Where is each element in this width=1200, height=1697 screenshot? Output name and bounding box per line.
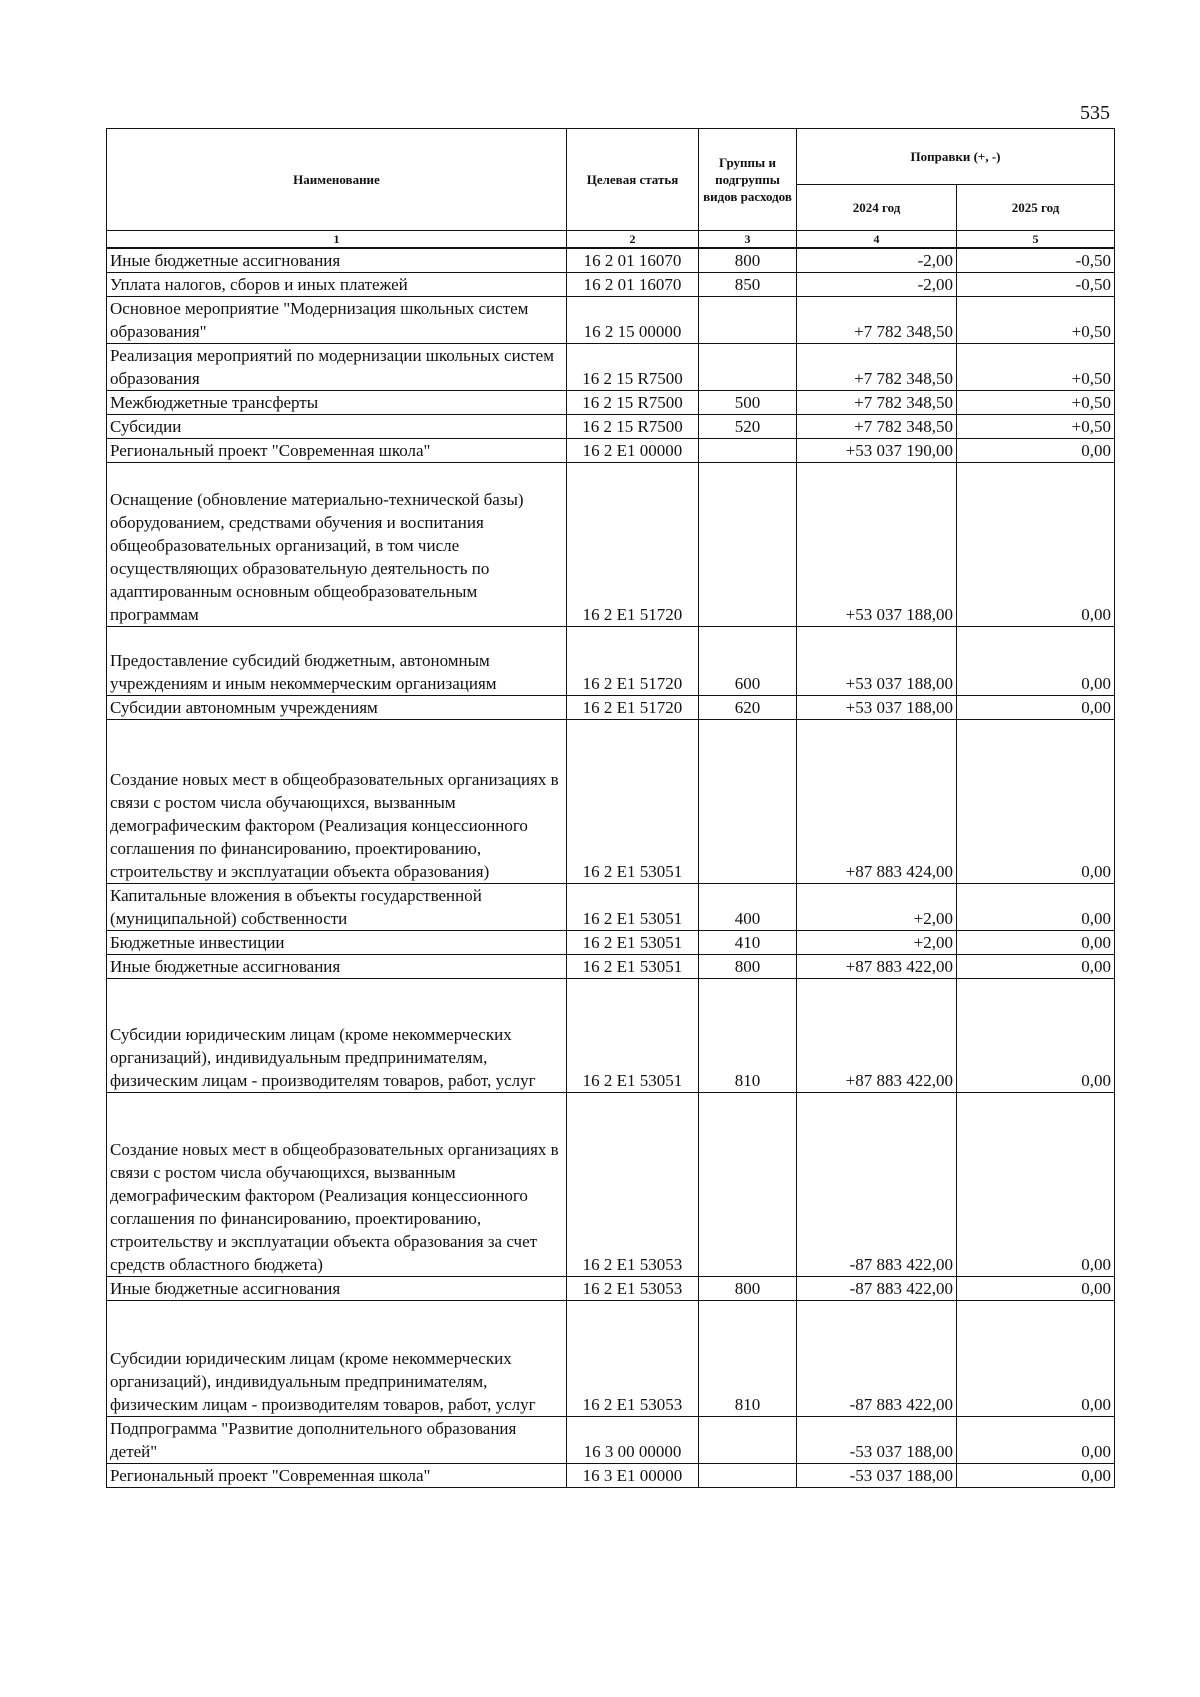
- row-2024-cell: +53 037 188,00: [797, 696, 957, 720]
- row-code-cell: 16 3 E1 00000: [567, 1464, 699, 1488]
- row-code-cell: 16 2 E1 53051: [567, 955, 699, 979]
- row-group-cell: [699, 1093, 797, 1277]
- table-row: [107, 955, 1115, 979]
- row-2024-cell: +53 037 188,00: [797, 627, 957, 696]
- row-2024-cell: +7 782 348,50: [797, 391, 957, 415]
- row-code-cell: 16 2 15 R7500: [567, 415, 699, 439]
- row-2025-cell: +0,50: [957, 344, 1115, 391]
- row-2025-cell: 0,00: [957, 1417, 1115, 1464]
- row-group-cell: 520: [699, 415, 797, 439]
- row-2024-cell: -2,00: [797, 273, 957, 297]
- header-num-3: 3: [699, 231, 797, 249]
- row-group-cell: 850: [699, 273, 797, 297]
- table-row: [107, 344, 1115, 391]
- header-num-2: 2: [567, 231, 699, 249]
- row-2025-cell: 0,00: [957, 1301, 1115, 1417]
- row-code-cell: 16 2 01 16070: [567, 273, 699, 297]
- table-row: [107, 1277, 1115, 1301]
- table-row: [107, 1417, 1115, 1464]
- table-row: [107, 297, 1115, 344]
- row-code-cell: 16 2 E1 53053: [567, 1093, 699, 1277]
- row-name-cell: Субсидии автономным учреждениям: [107, 696, 567, 720]
- row-code-cell: 16 2 01 16070: [567, 248, 699, 273]
- table-row: [107, 391, 1115, 415]
- row-name-cell: Создание новых мест в общеобразовательных организациях в связи с ростом числа обучающихся, вызванным демографическим фактором (Реализация концессионного соглашения по финансированию, проектированию, строительству и эксплуатации объекта образования): [107, 720, 567, 884]
- row-name-cell: Иные бюджетные ассигнования: [107, 248, 567, 273]
- row-2025-cell: +0,50: [957, 415, 1115, 439]
- row-group-cell: 800: [699, 248, 797, 273]
- row-2024-cell: +53 037 190,00: [797, 439, 957, 463]
- row-group-cell: 800: [699, 955, 797, 979]
- table-row: [107, 1464, 1115, 1488]
- row-2024-cell: +87 883 424,00: [797, 720, 957, 884]
- table-row: [107, 931, 1115, 955]
- row-2024-cell: -87 883 422,00: [797, 1277, 957, 1301]
- row-group-cell: 500: [699, 391, 797, 415]
- header-2024: 2024 год: [797, 185, 957, 231]
- row-2025-cell: 0,00: [957, 696, 1115, 720]
- row-2024-cell: +53 037 188,00: [797, 463, 957, 627]
- table-row: [107, 1093, 1115, 1277]
- row-name-cell: Реализация мероприятий по модернизации школьных систем образования: [107, 344, 567, 391]
- row-code-cell: 16 2 E1 53053: [567, 1277, 699, 1301]
- row-code-cell: 16 2 15 R7500: [567, 344, 699, 391]
- row-name-cell: Межбюджетные трансферты: [107, 391, 567, 415]
- row-name-cell: Бюджетные инвестиции: [107, 931, 567, 955]
- row-group-cell: [699, 344, 797, 391]
- row-2025-cell: 0,00: [957, 884, 1115, 931]
- row-2025-cell: -0,50: [957, 273, 1115, 297]
- row-code-cell: 16 2 E1 51720: [567, 463, 699, 627]
- row-group-cell: 810: [699, 1301, 797, 1417]
- row-code-cell: 16 2 E1 51720: [567, 696, 699, 720]
- table-row: [107, 627, 1115, 696]
- header-name: Наименование: [107, 129, 567, 231]
- row-code-cell: 16 2 E1 53051: [567, 931, 699, 955]
- budget-amendments-table: [106, 128, 1115, 1488]
- row-2024-cell: -87 883 422,00: [797, 1301, 957, 1417]
- table-row: [107, 696, 1115, 720]
- row-2025-cell: 0,00: [957, 1277, 1115, 1301]
- header-amendments: Поправки (+, -): [797, 129, 1115, 185]
- header-num-5: 5: [957, 231, 1115, 249]
- row-name-cell: Иные бюджетные ассигнования: [107, 1277, 567, 1301]
- row-2024-cell: +7 782 348,50: [797, 344, 957, 391]
- header-num-1: 1: [107, 231, 567, 249]
- header-num-4: 4: [797, 231, 957, 249]
- row-group-cell: 600: [699, 627, 797, 696]
- row-group-cell: 810: [699, 979, 797, 1093]
- row-group-cell: 620: [699, 696, 797, 720]
- row-2025-cell: +0,50: [957, 297, 1115, 344]
- row-code-cell: 16 2 15 00000: [567, 297, 699, 344]
- header-code: Целевая статья: [567, 129, 699, 231]
- row-code-cell: 16 2 E1 53051: [567, 720, 699, 884]
- row-2024-cell: +2,00: [797, 931, 957, 955]
- row-2025-cell: 0,00: [957, 720, 1115, 884]
- row-name-cell: Капитальные вложения в объекты государственной (муниципальной) собственности: [107, 884, 567, 931]
- row-2025-cell: 0,00: [957, 627, 1115, 696]
- row-2025-cell: 0,00: [957, 463, 1115, 627]
- row-name-cell: Подпрограмма "Развитие дополнительного образования детей": [107, 1417, 567, 1464]
- row-code-cell: 16 3 00 00000: [567, 1417, 699, 1464]
- row-code-cell: 16 2 E1 53051: [567, 979, 699, 1093]
- table-row: [107, 884, 1115, 931]
- row-2024-cell: +7 782 348,50: [797, 415, 957, 439]
- row-2024-cell: -53 037 188,00: [797, 1464, 957, 1488]
- row-name-cell: Уплата налогов, сборов и иных платежей: [107, 273, 567, 297]
- header-group: Группы и подгруппы видов расходов: [699, 129, 797, 231]
- table-row: [107, 439, 1115, 463]
- row-name-cell: Субсидии юридическим лицам (кроме некоммерческих организаций), индивидуальным предпринимателям, физическим лицам - производителям товаров, работ, услуг: [107, 979, 567, 1093]
- row-group-cell: 400: [699, 884, 797, 931]
- row-2025-cell: 0,00: [957, 439, 1115, 463]
- table-body: [107, 248, 1115, 1488]
- row-name-cell: Предоставление субсидий бюджетным, автономным учреждениям и иным некоммерческим организациям: [107, 627, 567, 696]
- row-2024-cell: -53 037 188,00: [797, 1417, 957, 1464]
- row-2024-cell: -87 883 422,00: [797, 1093, 957, 1277]
- row-2025-cell: -0,50: [957, 248, 1115, 273]
- row-name-cell: Иные бюджетные ассигнования: [107, 955, 567, 979]
- row-name-cell: Создание новых мест в общеобразовательных организациях в связи с ростом числа обучающихся, вызванным демографическим фактором (Реализация концессионного соглашения по финансированию, проектированию, строительству и эксплуатации объекта образования за счет средств областного бюджета): [107, 1093, 567, 1277]
- row-name-cell: Оснащение (обновление материально-технической базы) оборудованием, средствами обучения и воспитания общеобразовательных организаций, в том числе осуществляющих образовательную деятельность по адаптированным основным общеобразовательным программам: [107, 463, 567, 627]
- row-group-cell: [699, 1464, 797, 1488]
- row-2025-cell: +0,50: [957, 391, 1115, 415]
- row-code-cell: 16 2 E1 00000: [567, 439, 699, 463]
- page-number: 535: [1080, 102, 1110, 124]
- row-group-cell: 800: [699, 1277, 797, 1301]
- row-name-cell: Основное мероприятие "Модернизация школьных систем образования": [107, 297, 567, 344]
- row-code-cell: 16 2 E1 53053: [567, 1301, 699, 1417]
- row-2024-cell: +87 883 422,00: [797, 955, 957, 979]
- table-row: [107, 248, 1115, 273]
- table-row: [107, 463, 1115, 627]
- table-row: [107, 979, 1115, 1093]
- row-2025-cell: 0,00: [957, 1093, 1115, 1277]
- row-2025-cell: 0,00: [957, 979, 1115, 1093]
- row-group-cell: [699, 720, 797, 884]
- table-row: [107, 415, 1115, 439]
- row-2024-cell: -2,00: [797, 248, 957, 273]
- row-code-cell: 16 2 15 R7500: [567, 391, 699, 415]
- table-row: [107, 720, 1115, 884]
- row-code-cell: 16 2 E1 53051: [567, 884, 699, 931]
- row-name-cell: Субсидии юридическим лицам (кроме некоммерческих организаций), индивидуальным предпринимателям, физическим лицам - производителям товаров, работ, услуг: [107, 1301, 567, 1417]
- row-group-cell: [699, 463, 797, 627]
- row-name-cell: Региональный проект "Современная школа": [107, 439, 567, 463]
- row-group-cell: [699, 439, 797, 463]
- row-2025-cell: 0,00: [957, 931, 1115, 955]
- row-2024-cell: +7 782 348,50: [797, 297, 957, 344]
- row-group-cell: [699, 297, 797, 344]
- row-2025-cell: 0,00: [957, 1464, 1115, 1488]
- header-2025: 2025 год: [957, 185, 1115, 231]
- table-row: [107, 273, 1115, 297]
- row-2025-cell: 0,00: [957, 955, 1115, 979]
- row-code-cell: 16 2 E1 51720: [567, 627, 699, 696]
- row-2024-cell: +87 883 422,00: [797, 979, 957, 1093]
- row-name-cell: Субсидии: [107, 415, 567, 439]
- row-group-cell: 410: [699, 931, 797, 955]
- row-group-cell: [699, 1417, 797, 1464]
- table-row: [107, 1301, 1115, 1417]
- row-name-cell: Региональный проект "Современная школа": [107, 1464, 567, 1488]
- row-2024-cell: +2,00: [797, 884, 957, 931]
